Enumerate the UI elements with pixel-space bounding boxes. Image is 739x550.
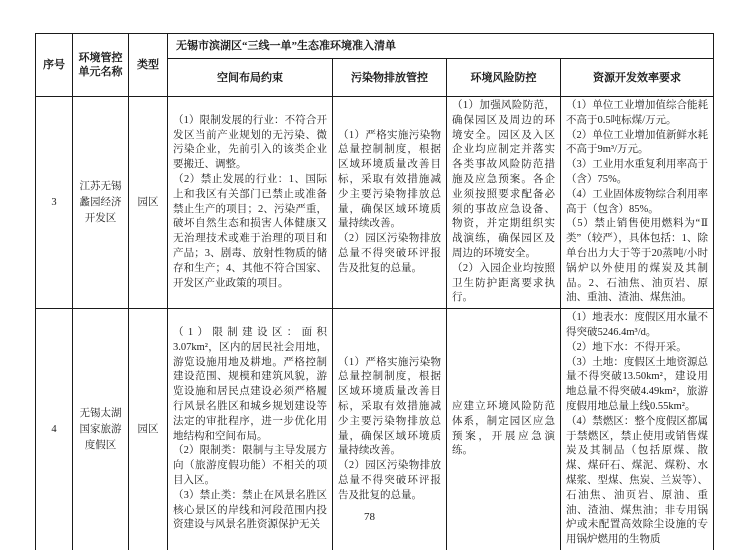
cell-resource-efficiency: （1）单位工业增加值综合能耗不高于0.5吨标煤/万元。 （2）单位工业增加值新鲜水耗不高于9m³/万元。 （3）工业用水重复利用率高于（含）75%。 （4）工业固体废物综合利用率高于（包含）85%。 （5）禁止销售使用燃料为“Ⅱ类”（较严），具体包括：1、除单台出力大于等于20蒸吨/小时锅炉以外使用的煤炭及其制品。2、石油焦、油页岩、原油、重油、渣油、煤焦油。 bbox=[561, 97, 714, 309]
cell-space-constraints: （1）限制建设区：面积3.07km²，区内的居民社会用地，游览设施用地及耕地。严格控制建设范围、规模和建筑风貌，游览设施和居民点建设必须严格履行风景名胜区和城乡规划建设等法定的审批程序，进一步优化用地结构和空间布局。 （2）限制类：限制与主导发展方向（旅游度假功能）不相关的项目入区。 （3）禁止类：禁止在风景名胜区核心景区的岸线和河段范围内投资建设与风景名胜资源保护无关 bbox=[168, 309, 333, 550]
column-header-resource: 资源开发效率要求 bbox=[561, 59, 714, 97]
header-row-main bbox=[36, 34, 714, 59]
column-header-pollution: 污染物排放管控 bbox=[333, 59, 447, 97]
column-header-space: 空间布局约束 bbox=[168, 59, 333, 97]
cell-unit-name: 江苏无锡蠡园经济开发区 bbox=[73, 97, 129, 309]
cell-pollution-control: （1）严格实施污染物总量控制制度，根据区域环境质量改善目标，采取有效措施减少主要污染物排放总量，确保区域环境质量持续改善。 （2）园区污染物排放总量不得突破环评报告及批复的总量。 bbox=[333, 97, 447, 309]
cell-seq: 4 bbox=[36, 309, 73, 550]
cell-risk-prevention: 应建立环境风险防范体系，制定园区应急预案，开展应急演练。 bbox=[447, 309, 561, 550]
table-row bbox=[36, 97, 714, 309]
cell-type: 园区 bbox=[129, 97, 168, 309]
cell-type: 园区 bbox=[129, 309, 168, 550]
cell-risk-prevention: （1）加强风险防范，确保园区及周边的环境安全。园区及入区企业均应制定并落实各类事故风险防范措施及应急预案。各企业须按照要求配备必须的事故应急设备、物资，并定期组织实战演练，确保园区及周边的环境安全。 （2）入园企业均按照卫生防护距离要求执行。 bbox=[447, 97, 561, 309]
table-title: 无锡市滨湖区“三线一单”生态准环境准入清单 bbox=[168, 34, 714, 59]
cell-pollution-control: （1）严格实施污染物总量控制制度，根据区域环境质量改善目标，采取有效措施减少主要污染物排放总量，确保区域环境质量持续改善。 （2）园区污染物排放总量不得突破环评报告及批复的总量。 bbox=[333, 309, 447, 550]
cell-seq: 3 bbox=[36, 97, 73, 309]
column-header-unit-name: 环境管控单元名称 bbox=[73, 34, 129, 97]
cell-space-constraints: （1）限制发展的行业：不符合开发区当前产业规划的无污染、微污染企业，先前引入的该类企业要搬迁、调整。 （2）禁止发展的行业：1、国际上和我区有关部门已禁止或准备禁止生产的项目；2、污染严重，破坏自然生态和损害人体健康又无治理技术或难于治理的项目和产品；3、剧毒、放射性物质的储存和生产；4、其他不符合国家、开发区产业政策的项目。 bbox=[168, 97, 333, 309]
column-header-type: 类型 bbox=[129, 34, 168, 97]
cell-unit-name: 无锡太湖国家旅游度假区 bbox=[73, 309, 129, 550]
eco-access-table bbox=[35, 33, 714, 550]
cell-resource-efficiency: （1）地表水：度假区用水量不得突破5246.4m³/d。 （2）地下水：不得开采。 （3）土地：度假区土地资源总量不得突破13.50km²，建设用地总量不得突破4.49km²，旅游度假用地总量上线0.55km²。 （4）禁燃区：整个度假区都属于禁燃区，禁止使用或销售煤炭及其制品（包括原煤、散煤、煤矸石、煤泥、煤粉、水煤浆、型煤、焦炭、兰炭等）、石油焦、油页岩、原油、重油、渣油、煤焦油；非专用锅炉或未配置高效除尘设施的专用锅炉燃用的生物质 bbox=[561, 309, 714, 550]
column-header-seq: 序号 bbox=[36, 34, 73, 97]
column-header-risk: 环境风险防控 bbox=[447, 59, 561, 97]
page-number: 78 bbox=[364, 511, 375, 523]
